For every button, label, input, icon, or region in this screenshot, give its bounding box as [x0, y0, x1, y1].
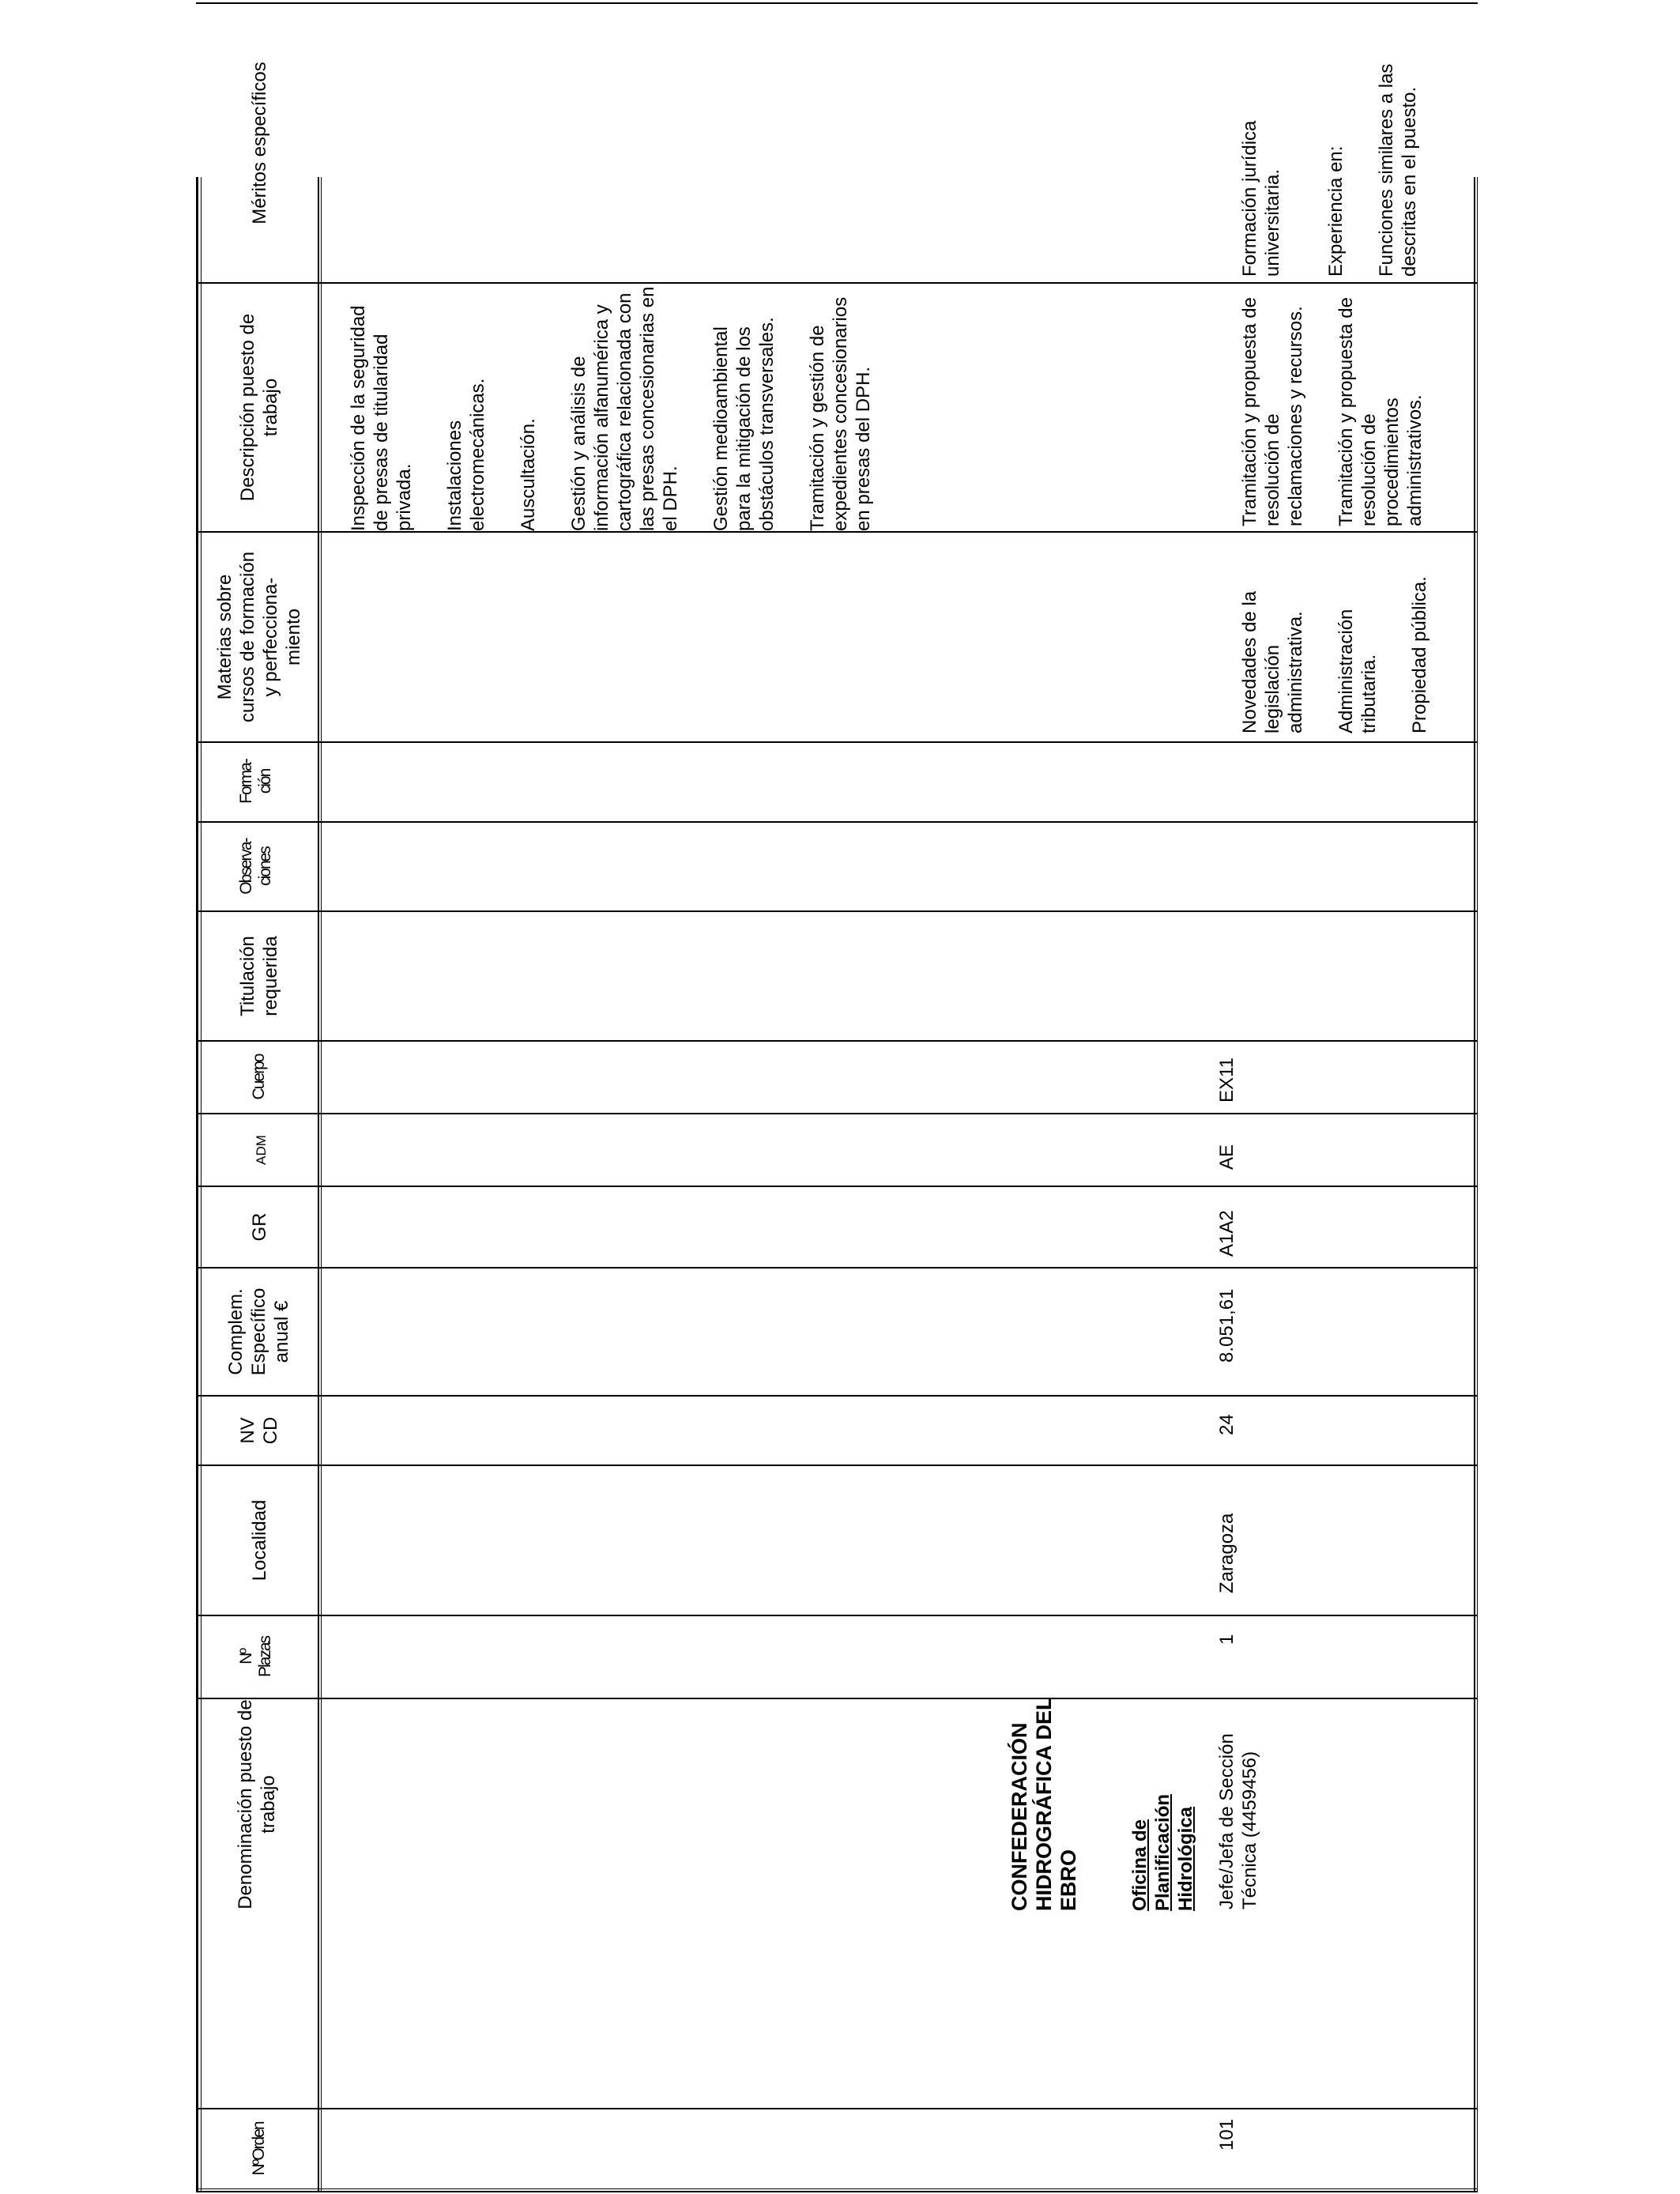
header-descripcion: Descripción puesto de trabajo — [237, 313, 281, 502]
header-nivel: NV CD — [237, 1416, 281, 1445]
col-divider — [196, 1615, 1478, 1616]
organismo-heading: CONFEDERACIÓN HIDROGRÁFICA DEL EBRO — [1008, 1698, 1080, 1911]
descripcion-item: Gestión medioambiental para la mitigación de los obstáculos transversales. — [710, 317, 778, 531]
col-divider — [196, 1113, 1478, 1114]
row-grupo: A1A2 — [1216, 1210, 1237, 1257]
materias-item: Propiedad pública. — [1409, 576, 1430, 733]
header-adm: ADM — [254, 1135, 269, 1165]
descripcion-item: Tramitación y propuesta de resolución de reclamaciones y recursos. — [1239, 297, 1306, 526]
col-divider — [196, 531, 1478, 533]
col-divider — [196, 1465, 1478, 1466]
continuation-descripcion — [324, 286, 898, 531]
header-localidad: Localidad — [249, 1499, 270, 1581]
descripcion-item: Tramitación y gestión de expedientes concesionarios en presas del DPH. — [807, 296, 874, 531]
header-orden: NºOrden — [250, 2122, 268, 2176]
col-divider — [196, 1267, 1478, 1269]
row-meritos — [1215, 8, 1444, 277]
descripcion-item: Auscultación. — [518, 418, 539, 531]
header-divider — [318, 177, 319, 2192]
table-border-bottom-inner — [1477, 177, 1478, 2192]
unidad-heading: Oficina de Planificación Hidrológica — [1129, 1793, 1196, 1911]
col-divider — [196, 741, 1478, 743]
materias-item: Administración tributaria. — [1335, 609, 1380, 733]
header-titulacion: Titulación requerida — [237, 936, 281, 1016]
header-meritos: Méritos específicos — [249, 62, 270, 224]
meritos-item: Experiencia en: — [1325, 145, 1347, 277]
row-plazas: 1 — [1216, 1634, 1237, 1645]
row-nivel: 24 — [1216, 1414, 1237, 1435]
col-divider — [196, 910, 1478, 912]
col-divider — [196, 1040, 1478, 1042]
table-border-right — [196, 2, 1478, 4]
header-formacion: Forma- ción — [237, 760, 274, 804]
materias-item: Novedades de la legislación administrativa. — [1239, 590, 1306, 733]
row-adm: AE — [1216, 1144, 1237, 1170]
row-descripcion — [1215, 289, 1449, 526]
header-observaciones: Observa- ciones — [237, 839, 274, 895]
row-localidad: Zaragoza — [1216, 1513, 1237, 1593]
row-denominacion: Jefe/Jefa de Sección Técnica (4459456) — [1216, 1733, 1260, 1909]
meritos-item: Formación jurídica universitaria. — [1239, 120, 1283, 277]
header-divider-inner — [321, 177, 322, 2192]
row-orden: 101 — [1216, 2118, 1237, 2151]
col-divider — [196, 1395, 1478, 1397]
row-complemento: 8.051,61 — [1216, 1288, 1237, 1363]
table-border-left — [196, 2191, 1478, 2192]
table-border-left-inner — [196, 2188, 1478, 2189]
col-divider — [196, 282, 1478, 284]
col-divider — [196, 1186, 1478, 1187]
row-cuerpo: EX11 — [1216, 1057, 1237, 1103]
header-denominacion: Denominación puesto de trabajo — [235, 1699, 279, 1909]
descripcion-item: Inspección de la seguridad de presas de titularidad privada. — [348, 305, 415, 531]
header-cuerpo: Cuerpo — [250, 1054, 268, 1100]
header-complemento: Complem. Específico anual € — [225, 1287, 292, 1376]
header-grupo: GR — [249, 1212, 270, 1242]
table-border-top — [196, 177, 198, 2192]
table-border-top-inner — [201, 177, 202, 2192]
header-plazas: Nº Plazas — [237, 1636, 274, 1678]
descripcion-item: Instalaciones electromecánicas. — [444, 378, 488, 531]
descripcion-item: Tramitación y propuesta de resolución de procedimientos administrativos. — [1335, 297, 1426, 526]
col-divider — [196, 1698, 1478, 1699]
row-materias — [1215, 536, 1454, 733]
meritos-item: Funciones similares a las descritas en el puesto. — [1376, 63, 1420, 277]
header-materias: Materias sobre cursos de formación y perfecciona- miento — [214, 551, 304, 723]
col-divider — [196, 821, 1478, 823]
col-divider — [196, 2108, 1478, 2109]
table-border-bottom — [1474, 177, 1475, 2192]
descripcion-item: Gestión y análisis de información alfanumérica y cartográfica relacionada con las presas concesionarias en el DPH. — [568, 286, 681, 531]
